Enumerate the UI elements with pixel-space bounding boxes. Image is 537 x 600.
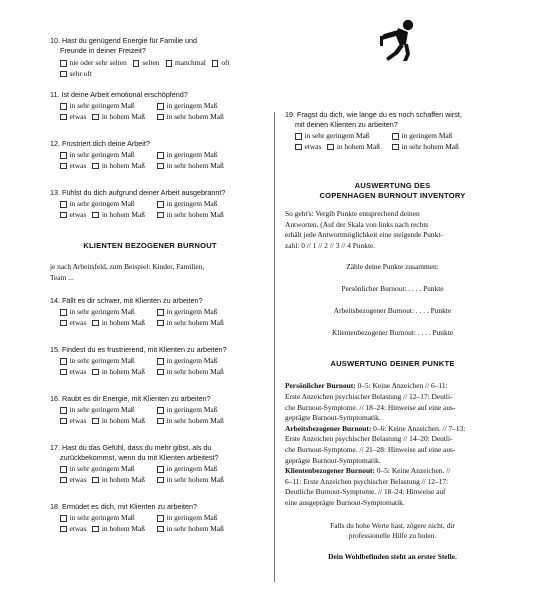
question-19 — [285, 110, 500, 152]
checkbox[interactable] — [157, 114, 164, 121]
checkbox[interactable] — [327, 144, 334, 151]
points-personal: Persönlicher Burnout: 0–5: Keine Anzeichen // 6–11: Erste Anzeichen psychischer Belastung // 12–17: Deutli- che Burnout-Symptome. // 18–24: Hinweise auf eine aus- geprägte Burnout-Symptomatik. — [285, 381, 456, 423]
question-10 — [50, 36, 265, 79]
option-sehr-hoch[interactable]: in sehr hohem Maß — [392, 142, 504, 153]
option-etwas[interactable]: etwas — [60, 367, 86, 378]
question-title: 13. Fühlst du dich aufgrund deiner Arbeit ausgebrannt? — [50, 188, 226, 197]
option-hoch[interactable]: in hohem Maß — [92, 416, 145, 427]
checkbox[interactable] — [60, 60, 67, 67]
checkbox[interactable] — [392, 144, 399, 151]
work-burnout-score: Arbeitsbezogener Burnout: . . . . Punkte — [333, 306, 452, 316]
checkbox[interactable] — [60, 466, 67, 473]
personal-burnout-score: Persönlicher Burnout: . . . . Punkte — [341, 284, 444, 294]
option-sehr-gering[interactable]: in sehr geringem Maß — [60, 356, 157, 367]
option-hoch[interactable]: in hohem Maß — [92, 367, 145, 378]
option-etwas[interactable]: etwas — [60, 318, 86, 329]
option-oft[interactable]: oft — [212, 58, 230, 69]
option-sehr-hoch[interactable]: in sehr hohem Maß — [157, 416, 269, 427]
option-sehr-gering[interactable]: in sehr geringem Maß — [60, 405, 157, 416]
checkbox[interactable] — [92, 163, 99, 170]
checkbox[interactable] — [92, 477, 99, 484]
checkbox[interactable] — [60, 309, 67, 316]
checkbox[interactable] — [392, 133, 399, 140]
checkbox[interactable] — [60, 418, 67, 425]
question-title: 10. Hast du genügend Energie für Familie und Freunde in deiner Freizeit? — [50, 36, 198, 55]
option-hoch[interactable]: in hohem Maß — [327, 142, 380, 153]
option-hoch[interactable]: in hohem Maß — [92, 161, 145, 172]
option-sehr-gering[interactable]: in sehr geringem Maß — [60, 307, 157, 318]
option-etwas[interactable]: etwas — [60, 112, 86, 123]
option-gering[interactable]: in geringem Maß — [157, 307, 269, 318]
checkbox[interactable] — [133, 60, 140, 67]
option-gering[interactable]: in geringem Maß — [157, 464, 269, 475]
checkbox[interactable] — [60, 358, 67, 365]
column-divider — [274, 112, 275, 582]
question-15 — [50, 345, 265, 377]
checkbox[interactable] — [60, 526, 67, 533]
option-etwas[interactable]: etwas — [60, 161, 86, 172]
checkbox[interactable] — [60, 201, 67, 208]
checkbox[interactable] — [92, 369, 99, 376]
evaluation-heading: AUSWERTUNG DES COPENHAGEN BURNOUT INVENTORY — [319, 181, 466, 200]
checkbox[interactable] — [92, 320, 99, 327]
checkbox[interactable] — [157, 358, 164, 365]
checkbox[interactable] — [60, 71, 67, 78]
question-title: 11. Ist deine Arbeit emotional erschöpfend? — [50, 90, 188, 99]
checkbox[interactable] — [157, 418, 164, 425]
checkbox[interactable] — [60, 477, 67, 484]
option-gering[interactable]: in geringem Maß — [392, 131, 504, 142]
points-heading: AUSWERTUNG DEINER PUNKTE — [330, 359, 455, 369]
closing-statement: Dein Wohlbefinden steht an erster Stelle. — [328, 551, 457, 561]
checkbox[interactable] — [60, 369, 67, 376]
evaluation-instructions: So geht's: Vergib Punkte entsprechend deinen Antworten. (Auf der Skala von links nach rechts erhält jede Antwortmöglichkeit eine steigende Punkt- zahl: 0 // 1 // 2 // 3 // 4 Punkte. — [285, 209, 443, 250]
option-sehr-hoch[interactable]: in sehr hohem Maß — [157, 161, 269, 172]
points-work: Arbeitsbezogener Burnout: 0–6: Keine Anzeichen. // 7–13: Erste Anzeichen psychischer Belastung // 14–20: Deutli- che Burnout-Symptome. // 21–28: Hinweise auf eine aus- geprägte Burnout-Symptomatik. — [285, 423, 466, 465]
option-gering[interactable]: in geringem Maß — [157, 405, 269, 416]
option-gering[interactable]: in geringem Maß — [157, 101, 269, 112]
client-burnout-heading: KLIENTEN BEZOGENER BURNOUT — [83, 241, 217, 250]
option-etwas[interactable]: etwas — [60, 524, 86, 535]
option-sehr-oft[interactable]: sehr oft — [60, 69, 92, 80]
checkbox[interactable] — [157, 466, 164, 473]
question-11 — [50, 90, 265, 122]
option-selten[interactable]: selten — [133, 58, 160, 69]
option-gering[interactable]: in geringem Maß — [157, 356, 269, 367]
option-sehr-gering[interactable]: in sehr geringem Maß — [60, 150, 157, 161]
option-sehr-hoch[interactable]: in sehr hohem Maß — [157, 112, 269, 123]
question-16 — [50, 394, 265, 426]
checkbox[interactable] — [60, 320, 67, 327]
option-etwas[interactable]: etwas — [60, 475, 86, 486]
checkbox[interactable] — [92, 418, 99, 425]
checkbox[interactable] — [92, 114, 99, 121]
option-sehr-gering[interactable]: in sehr geringem Maß — [60, 199, 157, 210]
option-manchmal[interactable]: manchmal — [166, 58, 206, 69]
option-sehr-gering[interactable]: in sehr geringem Maß — [295, 131, 392, 142]
checkbox[interactable] — [295, 133, 302, 140]
option-hoch[interactable]: in hohem Maß — [92, 475, 145, 486]
question-13 — [50, 188, 265, 220]
checkbox[interactable] — [60, 103, 67, 110]
option-hoch[interactable]: in hohem Maß — [92, 210, 145, 221]
right-column — [285, 110, 500, 562]
checkbox[interactable] — [157, 212, 164, 219]
question-title: 12. Frustriert dich deine Arbeit? — [50, 139, 150, 148]
option-etwas[interactable]: etwas — [60, 416, 86, 427]
question-12 — [50, 139, 265, 171]
checkbox[interactable] — [60, 152, 67, 159]
client-burnout-score: Klientenbezogener Burnout: . . . . Punkte — [331, 328, 454, 338]
checkbox[interactable] — [92, 526, 99, 533]
option-sehr-gering[interactable]: in sehr geringem Maß — [60, 101, 157, 112]
checkbox[interactable] — [157, 526, 164, 533]
option-etwas[interactable]: etwas — [295, 142, 321, 153]
question-title: 16. Raubt es dir Energie, mit Klienten zu arbeiten? — [50, 394, 211, 404]
checkbox[interactable] — [157, 163, 164, 170]
checkbox[interactable] — [157, 515, 164, 522]
option-hoch[interactable]: in hohem Maß — [92, 112, 145, 123]
checkbox[interactable] — [157, 152, 164, 159]
help-note: Falls du hohe Werte hast, zögere nicht, dir professionelle Hilfe zu holen. — [330, 520, 455, 541]
question-18 — [50, 502, 265, 534]
sum-instruction: Zähle deine Punkte zusammen: — [346, 262, 439, 272]
checkbox[interactable] — [60, 407, 67, 414]
checkbox[interactable] — [157, 477, 164, 484]
option-gering[interactable]: in geringem Maß — [157, 199, 269, 210]
question-title: 18. Ermüdet es dich, mit Klienten zu arbeiten? — [50, 502, 198, 512]
checkbox[interactable] — [157, 201, 164, 208]
question-14 — [50, 296, 265, 328]
question-17 — [50, 443, 265, 485]
option-etwas[interactable]: etwas — [60, 210, 86, 221]
option-sehr-hoch[interactable]: in sehr hohem Maß — [157, 367, 269, 378]
checkbox[interactable] — [60, 515, 67, 522]
client-intro: je nach Arbeitsfeld, zum Beispiel: Kinder, Familien, Team ... — [50, 262, 205, 282]
option-sehr-hoch[interactable]: in sehr hohem Maß — [157, 524, 269, 535]
question-title: 17. Hast du das Gefühl, dass du mehr gibst, als du zurückbekommst, wenn du mit Klienten arbeitest? — [50, 443, 219, 463]
checkbox[interactable] — [157, 309, 164, 316]
checkbox[interactable] — [295, 144, 302, 151]
person-pushing-icon — [376, 18, 418, 62]
checkbox[interactable] — [157, 369, 164, 376]
checkbox[interactable] — [157, 407, 164, 414]
option-sehr-hoch[interactable]: in sehr hohem Maß — [157, 318, 269, 329]
checkbox[interactable] — [60, 114, 67, 121]
left-column — [50, 36, 265, 534]
checkbox[interactable] — [92, 212, 99, 219]
option-gering[interactable]: in geringem Maß — [157, 150, 269, 161]
checkbox[interactable] — [212, 60, 219, 67]
question-title: 14. Fällt es dir schwer, mit Klienten zu arbeiten? — [50, 296, 203, 306]
checkbox[interactable] — [157, 103, 164, 110]
checkbox[interactable] — [60, 212, 67, 219]
checkbox[interactable] — [166, 60, 173, 67]
option-gering[interactable]: in geringem Maß — [157, 513, 269, 524]
checkbox[interactable] — [157, 320, 164, 327]
option-nie-oder-sehr-selten[interactable]: nie oder sehr selten — [60, 58, 127, 69]
checkbox[interactable] — [60, 163, 67, 170]
option-hoch[interactable]: in hohem Maß — [92, 318, 145, 329]
option-sehr-hoch[interactable]: in sehr hohem Maß — [157, 210, 269, 221]
option-sehr-hoch[interactable]: in sehr hohem Maß — [157, 475, 269, 486]
option-sehr-gering[interactable]: in sehr geringem Maß — [60, 464, 157, 475]
question-title: 19. Fragst du dich, wie lange du es noch schaffen wirst, mit deinen Klienten zu arbeiten? — [285, 110, 462, 129]
question-title: 15. Findest du es frustrierend, mit Klienten zu arbeiten? — [50, 345, 227, 355]
option-sehr-gering[interactable]: in sehr geringem Maß — [60, 513, 157, 524]
option-hoch[interactable]: in hohem Maß — [92, 524, 145, 535]
points-client: Klientenbezogener Burnout: 0–5: Keine Anzeichen. // 6–11: Erste Anzeichen psychischer Belastung // 12–17: Deutliche Burnout-Symptome. // 18–24: Hinweise auf eine ausgeprägte Burnout-Symptomatik. — [285, 466, 451, 507]
